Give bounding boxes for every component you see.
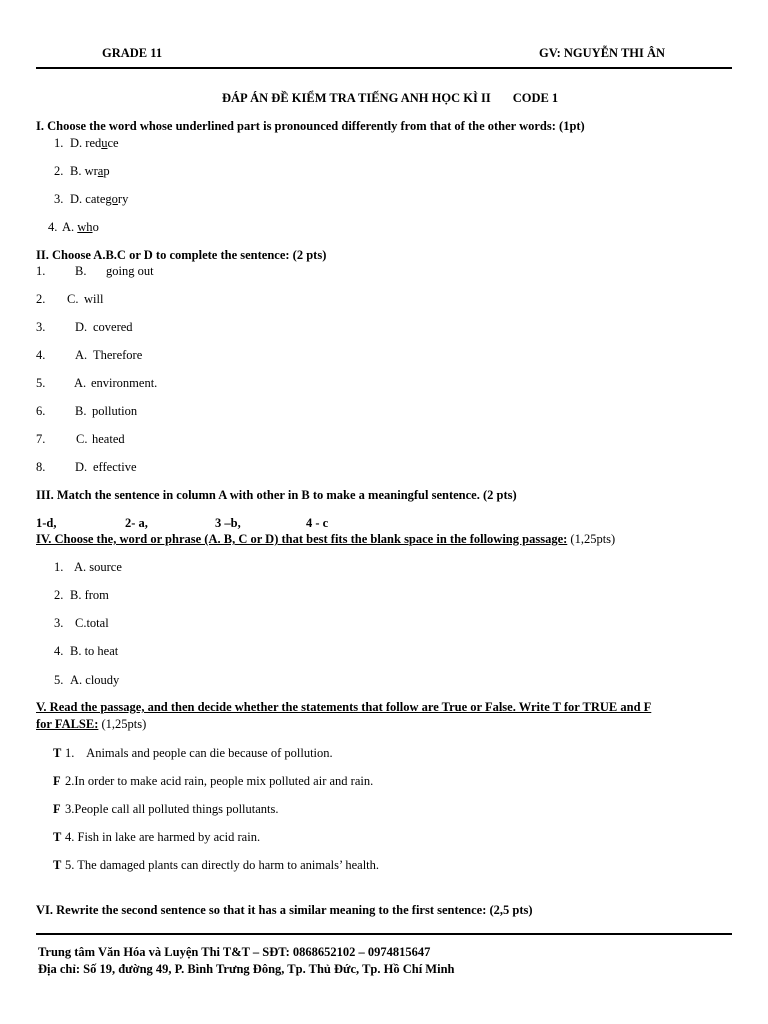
list-item: 1. B. going out bbox=[36, 264, 154, 278]
section-5-heading-line-1: V. Read the passage, and then decide whether the statements that follow are True or False. Write T for TRUE and F bbox=[36, 700, 652, 714]
section-4-heading: IV. Choose the, word or phrase (A. B, C or D) that best fits the blank space in the following passage: (1,25pts) bbox=[36, 532, 616, 546]
footer-rule bbox=[36, 933, 732, 935]
list-item: F 2.In order to make acid rain, people mix polluted air and rain. bbox=[53, 774, 374, 788]
list-item: 3. D. category bbox=[54, 192, 129, 206]
list-item: 5. A. environment. bbox=[36, 376, 158, 390]
list-item: 2. B. wrap bbox=[54, 164, 110, 178]
page-title-text: ĐÁP ÁN ĐỀ KIỂM TRA TIẾNG ANH HỌC KÌ II bbox=[222, 91, 491, 105]
list-item: 1. A. source bbox=[54, 560, 122, 574]
footer-line-1: Trung tâm Văn Hóa và Luyện Thi T&T – SĐT: 0868652102 – 0974815647 bbox=[38, 945, 431, 959]
page-title bbox=[222, 91, 558, 106]
list-item: 7. C. heated bbox=[36, 432, 125, 446]
section-1-heading: I. Choose the word whose underlined part is pronounced differently from that of the other words: (1pt) bbox=[36, 119, 585, 133]
list-item: 4. A. Therefore bbox=[36, 348, 143, 362]
list-item: T 4. Fish in lake are harmed by acid rain. bbox=[53, 830, 261, 844]
header-teacher: GV: NGUYỄN THI ÂN bbox=[539, 46, 666, 60]
list-item: 6. B. pollution bbox=[36, 404, 138, 418]
list-item: 3. D. covered bbox=[36, 320, 133, 334]
list-item: 4. A. who bbox=[48, 220, 99, 234]
header-grade: GRADE 11 bbox=[102, 46, 163, 60]
section-3-answer-1: 1-d, bbox=[36, 516, 57, 530]
header-rule bbox=[36, 67, 732, 69]
section-3-heading: III. Match the sentence in column A with other in B to make a meaningful sentence. (2 pts) bbox=[36, 488, 517, 502]
list-item: 3. C.total bbox=[54, 616, 109, 630]
list-item: 8. D. effective bbox=[36, 460, 137, 474]
list-item: 1. D. reduce bbox=[54, 136, 119, 150]
footer-line-2: Địa chỉ: Số 19, đường 49, P. Bình Trưng Đông, Tp. Thủ Đức, Tp. Hồ Chí Minh bbox=[38, 962, 455, 976]
list-item: 2. B. from bbox=[54, 588, 109, 602]
page-title-code: CODE 1 bbox=[512, 91, 559, 105]
list-item: 2. C. will bbox=[36, 292, 104, 306]
list-item: 5. A. cloudy bbox=[54, 673, 120, 687]
list-item: T 5. The damaged plants can directly do harm to animals’ health. bbox=[53, 858, 380, 872]
list-item: F 3.People call all polluted things pollutants. bbox=[53, 802, 279, 816]
section-5-heading-line-2: for FALSE: (1,25pts) bbox=[36, 717, 147, 731]
section-2-heading: II. Choose A.B.C or D to complete the sentence: (2 pts) bbox=[36, 248, 327, 262]
section-6-heading: VI. Rewrite the second sentence so that it has a similar meaning to the first sentence: (2,5 pts) bbox=[36, 903, 533, 917]
section-3-answer-2: 2- a, bbox=[125, 516, 148, 530]
list-item: T 1. Animals and people can die because of pollution. bbox=[53, 746, 333, 760]
section-3-answer-3: 3 –b, bbox=[215, 516, 241, 530]
list-item: 4. B. to heat bbox=[54, 644, 119, 658]
section-3-answer-4: 4 - c bbox=[306, 516, 329, 530]
